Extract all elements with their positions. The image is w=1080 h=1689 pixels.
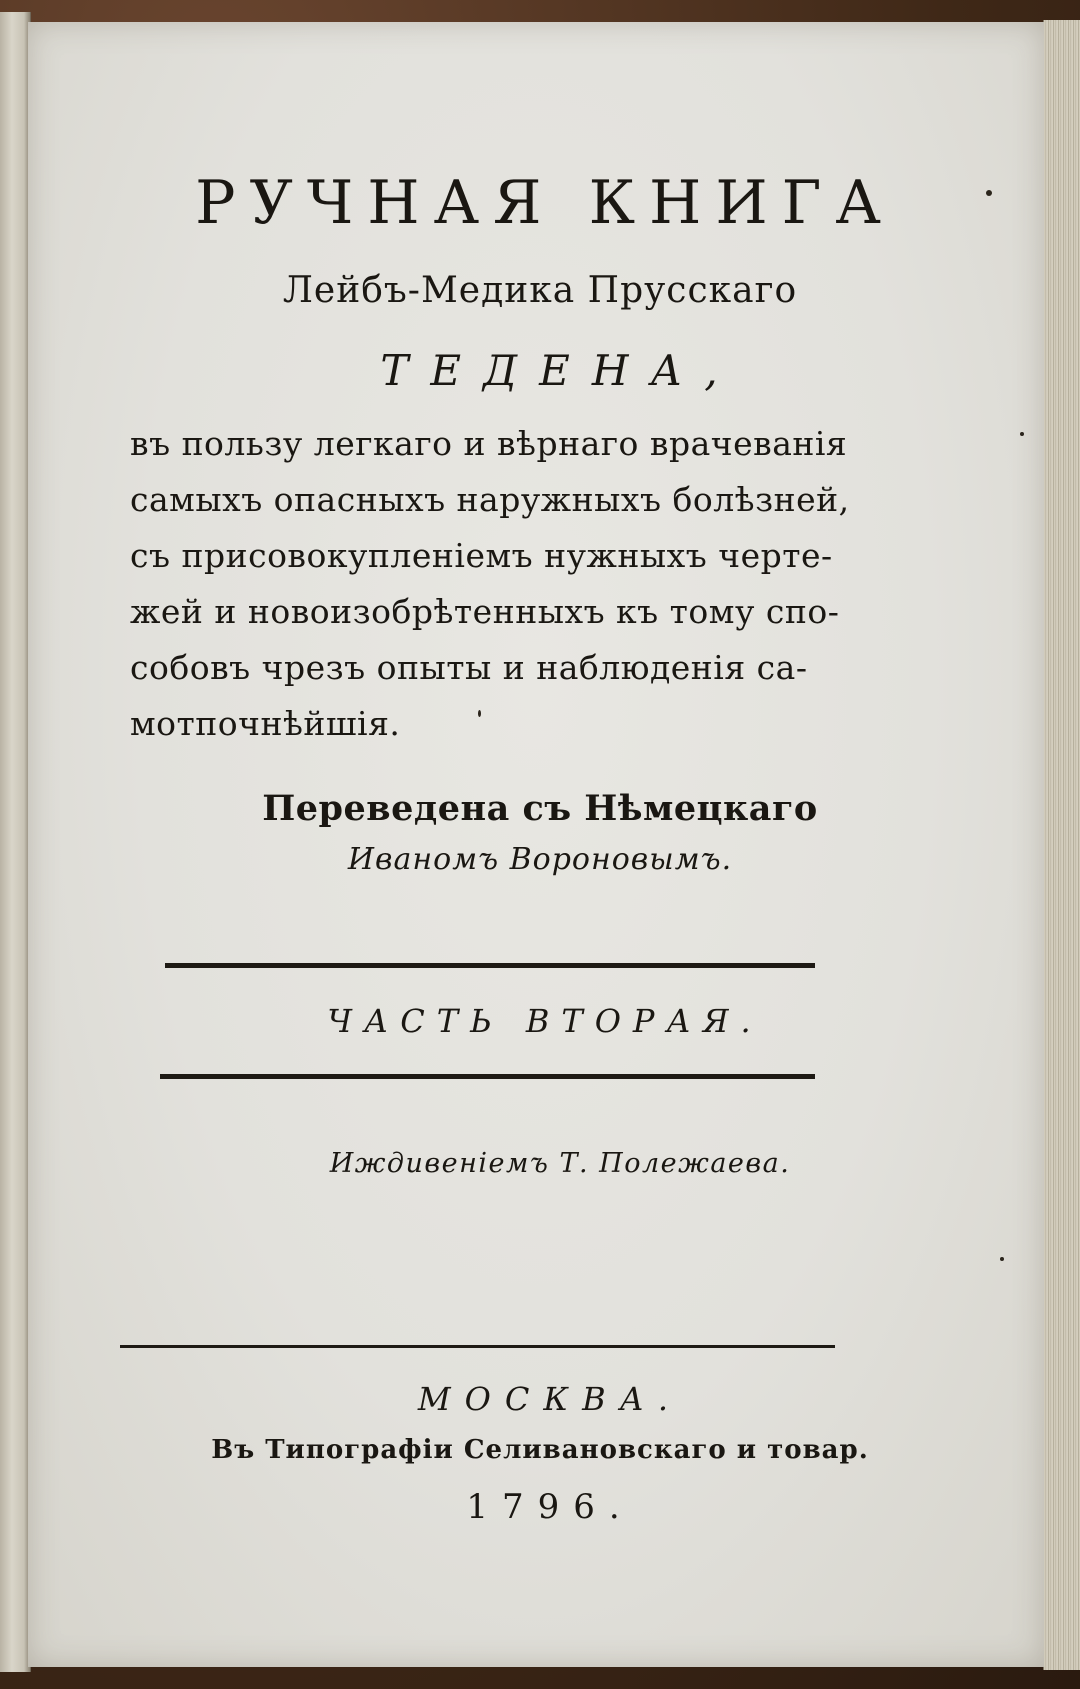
- imprint-press: Въ Типографіи Селивановскаго и товар.: [211, 1435, 869, 1465]
- description-line: съ присовокупленіемъ нужныхъ черте-: [130, 536, 833, 575]
- book-subtitle: Лейбъ-Медика Прусскаго: [282, 270, 798, 311]
- translated-from: Переведена съ Нѣмецкаго: [262, 788, 818, 829]
- author-name: ТЕДЕНА,: [380, 346, 740, 395]
- divider-rule: [165, 963, 815, 968]
- description-line: самыхъ опасныхъ наружныхъ болѣзней,: [130, 480, 850, 519]
- part-label: ЧАСТЬ ВТОРАЯ.: [327, 1002, 763, 1040]
- divider-rule: [160, 1074, 815, 1079]
- description-line: жей и новоизобрѣтенныхъ къ тому спо-: [130, 592, 840, 631]
- book-title: РУЧНАЯ КНИГА: [195, 168, 895, 238]
- imprint-city: МОСКВА.: [417, 1380, 683, 1418]
- publisher-line: Иждивеніемъ Т. Полежаева.: [329, 1148, 791, 1179]
- ink-speck: [1020, 432, 1024, 436]
- ink-speck: [1000, 1257, 1004, 1261]
- description-line: мотпочнѣйшія.: [130, 704, 401, 743]
- description-line: собовъ чрезъ опыты и наблюденія са-: [130, 648, 808, 687]
- divider-rule: [120, 1345, 835, 1348]
- description-line: въ пользу легкаго и вѣрнаго врачеванія: [130, 424, 848, 463]
- translator-name: Иваномъ Вороновымъ.: [347, 842, 733, 877]
- imprint-year: 1796.: [466, 1487, 634, 1527]
